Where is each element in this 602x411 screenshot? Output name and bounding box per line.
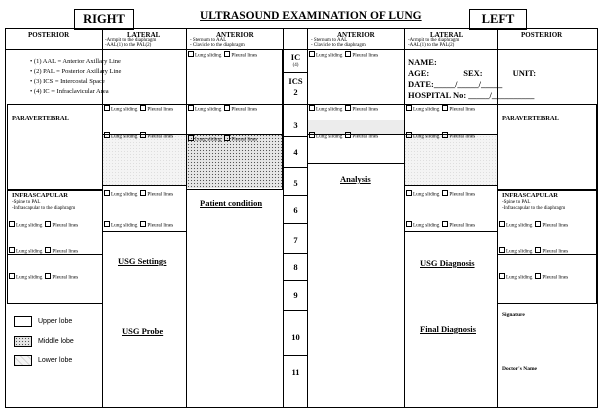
lateral-sub1-right: -Armpit to the diaphragm <box>105 38 157 43</box>
anterior-heading-left: ANTERIOR <box>337 31 375 39</box>
right-infra-sub2: -Infrascapular to the diaphragm <box>12 206 76 211</box>
right-anterior-box <box>186 49 283 190</box>
ics-11: 11 <box>291 367 300 377</box>
ics-sep <box>283 280 307 281</box>
usg-settings-title: USG Settings <box>118 256 167 266</box>
ics-sep <box>283 195 307 196</box>
checkbox-pair <box>104 221 173 230</box>
checkbox-pair <box>406 105 475 114</box>
pleural-lines-label: Pleural lines <box>449 106 476 113</box>
lung-sliding-checkbox[interactable] <box>104 190 110 196</box>
pleural-lines-label: Pleural lines <box>52 274 79 281</box>
lung-sliding-checkbox[interactable] <box>9 221 15 227</box>
pleural-lines-checkbox[interactable] <box>224 135 230 141</box>
lower-lobe-label: Lower lobe <box>38 357 73 364</box>
pleural-lines-checkbox[interactable] <box>224 51 230 57</box>
patient-age-field[interactable]: AGE: <box>408 68 430 78</box>
ics-3: 3 <box>293 120 298 130</box>
lung-sliding-label: Lung sliding <box>111 191 138 198</box>
pleural-lines-label: Pleural lines <box>352 106 379 113</box>
usg-probe-title: USG Probe <box>122 326 164 336</box>
lung-sliding-label: Lung sliding <box>413 222 440 229</box>
checkbox-pair <box>104 132 173 141</box>
pleural-lines-checkbox[interactable] <box>45 247 51 253</box>
signature-label: Signature <box>502 312 525 318</box>
lateral-heading-left: LATERAL <box>430 31 464 39</box>
definition-pal: • (2) PAL = Posterior Axillary Line <box>30 68 122 75</box>
ics-sep <box>283 136 307 137</box>
pleural-lines-label: Pleural lines <box>352 133 379 140</box>
upper-lobe-swatch <box>14 316 32 327</box>
doctor-name-label: Doctor's Name <box>502 366 537 372</box>
lung-sliding-checkbox[interactable] <box>188 105 194 111</box>
patient-unit-field[interactable]: UNIT: <box>512 68 537 78</box>
lung-sliding-label: Lung sliding <box>506 222 533 229</box>
pleural-lines-checkbox[interactable] <box>535 247 541 253</box>
pleural-lines-label: Pleural lines <box>231 136 258 143</box>
patient-hospital-field[interactable]: HOSPITAL No: _____/__________ <box>408 90 535 100</box>
patient-date-field[interactable]: DATE:_____/_____/_____ <box>408 79 503 89</box>
pleural-lines-checkbox[interactable] <box>45 221 51 227</box>
lung-sliding-label: Lung sliding <box>111 133 138 140</box>
lung-sliding-label: Lung sliding <box>413 133 440 140</box>
checkbox-pair <box>104 105 173 114</box>
pleural-lines-label: Pleural lines <box>449 133 476 140</box>
ics-sep <box>283 310 307 311</box>
ics-sep <box>283 253 307 254</box>
lung-sliding-label: Lung sliding <box>413 106 440 113</box>
lung-sliding-checkbox[interactable] <box>406 190 412 196</box>
ics-2: 2 <box>293 87 298 97</box>
lung-sliding-checkbox[interactable] <box>309 51 315 57</box>
pleural-lines-checkbox[interactable] <box>442 132 448 138</box>
patient-sex-field[interactable]: SEX: <box>463 68 483 78</box>
pleural-lines-checkbox[interactable] <box>345 51 351 57</box>
pleural-lines-label: Pleural lines <box>147 106 174 113</box>
ics-10: 10 <box>291 332 300 342</box>
divider <box>102 185 187 186</box>
lung-sliding-checkbox[interactable] <box>188 51 194 57</box>
divider <box>404 185 498 186</box>
patient-name-field[interactable]: NAME: <box>408 57 437 67</box>
ics-4: 4 <box>293 147 298 157</box>
pleural-lines-checkbox[interactable] <box>345 132 351 138</box>
lung-sliding-checkbox[interactable] <box>499 247 505 253</box>
lung-sliding-label: Lung sliding <box>506 274 533 281</box>
checkbox-pair <box>188 105 257 114</box>
pleural-lines-label: Pleural lines <box>147 222 174 229</box>
pleural-lines-label: Pleural lines <box>231 106 258 113</box>
pleural-lines-checkbox[interactable] <box>140 105 146 111</box>
checkbox-pair <box>188 135 257 144</box>
lower-lobe-swatch <box>14 355 32 366</box>
lung-sliding-label: Lung sliding <box>316 52 343 59</box>
pleural-lines-checkbox[interactable] <box>140 132 146 138</box>
lung-sliding-label: Lung sliding <box>316 106 343 113</box>
pleural-lines-label: Pleural lines <box>449 222 476 229</box>
checkbox-pair <box>309 132 378 141</box>
lung-sliding-checkbox[interactable] <box>9 273 15 279</box>
lung-sliding-checkbox[interactable] <box>188 135 194 141</box>
ics-5: 5 <box>293 178 298 188</box>
definitions-list <box>30 57 121 97</box>
right-side-box <box>74 9 134 30</box>
pleural-lines-checkbox[interactable] <box>140 190 146 196</box>
posterior-heading-left: POSTERIOR <box>521 31 563 39</box>
checkbox-pair <box>499 273 568 282</box>
lung-sliding-checkbox[interactable] <box>9 247 15 253</box>
checkbox-pair <box>9 247 78 256</box>
lung-sliding-label: Lung sliding <box>111 222 138 229</box>
lung-sliding-label: Lung sliding <box>195 106 222 113</box>
pleural-lines-label: Pleural lines <box>352 52 379 59</box>
definition-ic: • (4) IC = Infraclavicular Area <box>30 88 109 95</box>
pleural-lines-label: Pleural lines <box>542 222 569 229</box>
lateral-sub1-left: -Armpit to the diaphragm <box>408 38 460 43</box>
final-diagnosis-title: Final Diagnosis <box>420 324 476 334</box>
lung-sliding-label: Lung sliding <box>16 222 43 229</box>
lung-sliding-checkbox[interactable] <box>104 132 110 138</box>
pleural-lines-label: Pleural lines <box>542 274 569 281</box>
checkbox-pair <box>188 51 257 60</box>
form-title: ULTRASOUND EXAMINATION OF LUNG <box>200 10 422 22</box>
lung-sliding-label: Lung sliding <box>316 133 343 140</box>
pleural-lines-label: Pleural lines <box>231 52 258 59</box>
checkbox-pair <box>9 273 78 282</box>
middle-lobe-label: Middle lobe <box>38 338 74 345</box>
checkbox-pair <box>309 51 378 60</box>
lung-sliding-label: Lung sliding <box>16 248 43 255</box>
ics-9: 9 <box>293 290 298 300</box>
lung-sliding-label: Lung sliding <box>413 191 440 198</box>
patient-condition-title: Patient condition <box>200 198 263 208</box>
pleural-lines-checkbox[interactable] <box>442 190 448 196</box>
lung-sliding-checkbox[interactable] <box>499 221 505 227</box>
lung-sliding-label: Lung sliding <box>506 248 533 255</box>
header-row-line <box>5 49 598 50</box>
left-side-label: LEFT <box>481 12 515 26</box>
pleural-lines-checkbox[interactable] <box>535 273 541 279</box>
ics-6: 6 <box>293 205 298 215</box>
left-lateral-box <box>404 104 498 232</box>
checkbox-pair <box>406 132 475 141</box>
checkbox-pair <box>406 221 475 230</box>
right-infra-sub1: -Spine to PAL <box>12 200 41 205</box>
pleural-lines-checkbox[interactable] <box>140 221 146 227</box>
anterior-heading-right: ANTERIOR <box>216 31 254 39</box>
left-infra-sub2: -Infrascapular to the diaphragm <box>502 206 566 211</box>
right-side-label: RIGHT <box>83 12 125 26</box>
analysis-title: Analysis <box>340 174 371 184</box>
checkbox-pair <box>499 221 568 230</box>
lung-sliding-checkbox[interactable] <box>309 132 315 138</box>
checkbox-pair <box>309 105 378 114</box>
lung-sliding-checkbox[interactable] <box>406 221 412 227</box>
lung-sliding-label: Lung sliding <box>195 136 222 143</box>
patient-age-sex-unit <box>408 68 536 79</box>
lung-sliding-checkbox[interactable] <box>499 273 505 279</box>
upper-lobe-label: Upper lobe <box>38 318 73 325</box>
ic-label: IC <box>290 52 301 62</box>
pleural-lines-label: Pleural lines <box>52 222 79 229</box>
lateral-heading-right: LATERAL <box>127 31 161 39</box>
ics-8: 8 <box>293 262 298 272</box>
lung-sliding-label: Lung sliding <box>16 274 43 281</box>
pleural-lines-checkbox[interactable] <box>442 105 448 111</box>
ics-sep <box>283 72 307 73</box>
checkbox-pair <box>406 190 475 199</box>
checkbox-pair <box>104 190 173 199</box>
lung-sliding-label: Lung sliding <box>111 106 138 113</box>
left-paravertebral-label: PARAVERTEBRAL <box>502 115 559 122</box>
lung-sliding-checkbox[interactable] <box>406 132 412 138</box>
left-infrascapular-label: INFRASCAPULAR <box>502 192 558 199</box>
right-lateral-box <box>102 104 187 232</box>
ics-label: ICS <box>288 76 303 86</box>
ics-sep <box>283 167 307 168</box>
right-infrascapular-label: INFRASCAPULAR <box>12 192 68 199</box>
pleural-lines-label: Pleural lines <box>147 133 174 140</box>
posterior-heading-right: POSTERIOR <box>28 31 70 39</box>
middle-lobe-swatch <box>14 336 32 347</box>
definition-ics: • (3) ICS = Intercostal Space <box>30 78 105 85</box>
left-side-box <box>469 9 527 30</box>
pleural-lines-label: Pleural lines <box>147 191 174 198</box>
patient-info <box>408 57 536 101</box>
ics-sep <box>283 104 307 105</box>
left-infra-sub1: -Spine to PAL <box>502 200 531 205</box>
ic-footnote: (4) <box>292 63 299 68</box>
lung-sliding-checkbox[interactable] <box>104 221 110 227</box>
ics-sep <box>283 355 307 356</box>
pleural-lines-label: Pleural lines <box>542 248 569 255</box>
lung-sliding-checkbox[interactable] <box>406 105 412 111</box>
pleural-lines-label: Pleural lines <box>449 191 476 198</box>
anterior-sub1-right: - Sternum to AAL <box>190 38 227 43</box>
ics-sep <box>283 223 307 224</box>
pleural-lines-checkbox[interactable] <box>224 105 230 111</box>
lung-sliding-checkbox[interactable] <box>309 105 315 111</box>
pleural-lines-checkbox[interactable] <box>345 105 351 111</box>
definition-aal: • (1) AAL = Anterior Axillary Line <box>30 58 121 65</box>
lateral-sub2-left: -AAL(1) to the PAL(2) <box>408 43 455 48</box>
checkbox-pair <box>9 221 78 230</box>
lung-sliding-checkbox[interactable] <box>104 105 110 111</box>
usg-diagnosis-title: USG Diagnosis <box>420 258 475 268</box>
pleural-lines-checkbox[interactable] <box>442 221 448 227</box>
pleural-lines-checkbox[interactable] <box>535 221 541 227</box>
anterior-sub2-left: - Clavicle to the diaphragm <box>311 43 366 48</box>
pleural-lines-label: Pleural lines <box>52 248 79 255</box>
anterior-sub2-right: - Clavicle to the diaphragm <box>190 43 245 48</box>
lateral-sub2-right: -AAL(1) to the PAL(2) <box>105 43 152 48</box>
anterior-sub1-left: - Sternum to AAL <box>311 38 348 43</box>
lung-sliding-label: Lung sliding <box>195 52 222 59</box>
pleural-lines-checkbox[interactable] <box>45 273 51 279</box>
ics-7: 7 <box>293 235 298 245</box>
right-paravertebral-label: PARAVERTEBRAL <box>12 115 69 122</box>
checkbox-pair <box>499 247 568 256</box>
